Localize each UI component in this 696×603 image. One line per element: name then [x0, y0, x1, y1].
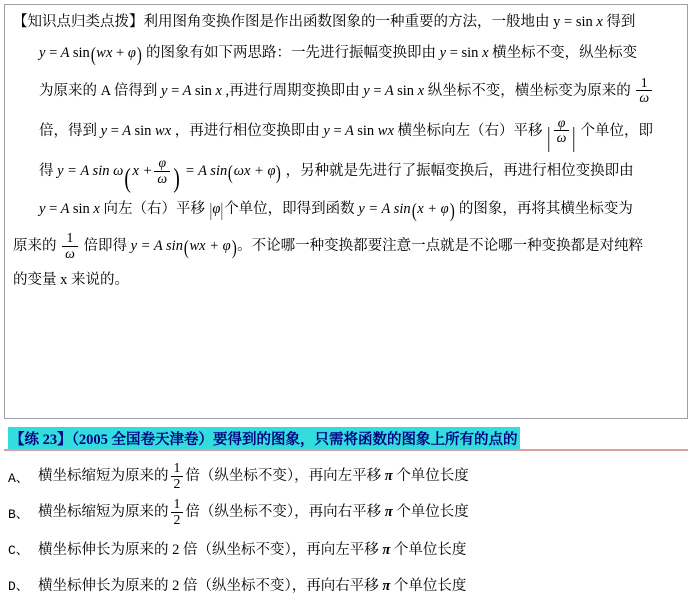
note-p5-eq-rhs: ωx + φ — [233, 163, 276, 180]
note-p7-fraction-numerator: 1 — [62, 231, 78, 246]
note-p6-text-a: 向左（右）平移 — [103, 200, 205, 217]
note-p2-equation-2: y = sin x — [439, 45, 489, 62]
note-p6-eq2-right: x + φ — [417, 200, 449, 217]
note-p6-equation-1: y = A sin x — [39, 200, 100, 217]
exercise-header — [4, 425, 688, 451]
abs2-bar-left-icon: | — [209, 199, 212, 221]
paren2-open-icon: ( — [228, 162, 233, 184]
abs-bar-right-icon: | — [572, 121, 576, 153]
knowledge-point-box — [4, 4, 688, 419]
note-p5-eq-lhs: y = A sin ω — [57, 163, 124, 180]
note-p4-text-d: 个单位，即 — [580, 122, 654, 139]
option-c-post: 个单位长度 — [393, 541, 467, 558]
note-p6-text-c: 的图象，再将其横坐标变为 — [458, 200, 633, 217]
note-p5-fraction-denominator: ω — [157, 170, 168, 186]
note-p7-equation — [130, 237, 238, 259]
note-p5-equation — [57, 155, 286, 193]
note-p4-text-b: ，再进行相位变换即由 — [174, 122, 320, 139]
note-p3-text-b: ,再进行周期变换即由 — [225, 82, 360, 99]
option-a-body — [38, 461, 688, 491]
paren4-close-icon: ) — [231, 237, 237, 259]
option-b-post: 个单位长度 — [396, 503, 469, 520]
option-a-mid: 倍（纵坐标不变），再向左平移 — [185, 467, 382, 484]
option-b-fraction-numerator: 1 — [171, 497, 184, 512]
option-b[interactable] — [4, 494, 688, 530]
note-p7-text-a: 原来的 — [13, 238, 57, 255]
abs2-bar-right-icon: | — [221, 199, 224, 221]
note-p2-equation-1: y = A sin(wx + φ) — [39, 44, 142, 66]
note-paragraph-6 — [13, 195, 679, 223]
note-p7-eq-left: y = A sin — [130, 238, 183, 255]
option-b-body — [38, 497, 688, 527]
note-p1-equation: y = sin x — [553, 14, 603, 30]
note-p5-eq-mid: = A sin — [184, 163, 228, 180]
option-d-symbol: π — [382, 577, 391, 594]
note-paragraph-5 — [13, 154, 679, 193]
option-b-fraction — [171, 497, 184, 527]
option-a[interactable] — [4, 458, 688, 494]
note-p3-text-a: 为原来的 A 倍得到 — [39, 82, 158, 99]
option-a-label: A、 — [8, 470, 29, 486]
note-p1-suffix: 得到 — [606, 14, 636, 30]
exercise-divider — [4, 449, 688, 451]
note-p3-text-c: 纵坐标不变，横坐标变为原来的 — [427, 82, 631, 99]
note-paragraph-4 — [13, 114, 679, 153]
note-p6-abs-value: φ — [212, 200, 221, 217]
paren2-close-icon: ) — [276, 162, 282, 184]
option-c-label: C、 — [8, 542, 29, 558]
note-paragraph-1 — [13, 11, 679, 33]
note-p1-prefix: 【知识点归类点拨】利用图角变换作图是作出函数图象的一种重要的方法，一般地由 — [13, 14, 550, 30]
note-p7-eq-right: wx + φ — [189, 238, 231, 255]
option-c-body — [38, 538, 688, 559]
option-a-pre: 横坐标缩短为原来的 — [38, 467, 169, 484]
option-d[interactable] — [4, 566, 688, 602]
note-p4-fraction-numerator: φ — [554, 116, 570, 131]
note-p6-text-b: 个单位，即得到函数 — [224, 200, 355, 217]
option-c-pre: 横坐标伸长为原来的 2 倍（纵坐标不变），再向左平移 — [38, 541, 379, 558]
note-p6-equation-2 — [358, 200, 455, 222]
option-a-fraction-denominator: 2 — [173, 475, 181, 491]
option-b-fraction-denominator: 2 — [173, 511, 181, 527]
option-d-post: 个单位长度 — [393, 577, 467, 594]
note-paragraph-3 — [13, 74, 679, 108]
option-d-label: D、 — [8, 578, 29, 594]
note-paragraph-7 — [13, 229, 679, 263]
note-p5-fraction-numerator: φ — [154, 156, 170, 171]
note-p4-text-c: 横坐标向左（右）平移 — [397, 122, 543, 139]
note-p4-text-a: 倍，得到 — [39, 122, 97, 139]
note-p3-fraction-numerator: 1 — [636, 76, 652, 91]
note-p2-text-a: 的图象有如下两思路：一先进行振幅变换即由 — [146, 45, 437, 62]
option-d-pre: 横坐标伸长为原来的 2 倍（纵坐标不变），再向右平移 — [38, 577, 379, 594]
option-c[interactable] — [4, 530, 688, 566]
note-p5-text-a: 得 — [39, 163, 54, 180]
option-a-fraction — [171, 461, 184, 491]
note-paragraph-8 — [13, 269, 679, 291]
note-p8-text: 的变量 x 来说的。 — [13, 272, 129, 289]
exercise-title: 【练 23】（2005 全国卷天津卷）要得到的图象，只需将函数的图象上所有的点的 — [8, 427, 520, 450]
option-b-symbol: π — [384, 503, 393, 520]
paren3-open-icon: ( — [411, 200, 417, 222]
note-p7-fraction — [62, 231, 78, 261]
note-p2-text-b: 横坐标不变，纵坐标变 — [492, 45, 638, 62]
option-a-fraction-numerator: 1 — [171, 461, 184, 476]
option-d-body — [38, 574, 688, 595]
note-p3-fraction — [636, 76, 652, 106]
option-a-post: 个单位长度 — [396, 467, 469, 484]
note-p7-text-b: 倍即得 — [83, 238, 127, 255]
option-a-symbol: π — [384, 467, 393, 484]
paren-open-icon: ( — [124, 161, 132, 193]
paren3-close-icon: ) — [449, 200, 455, 222]
note-p5-eq-x: x + — [132, 163, 153, 180]
note-p4-fraction-denominator: ω — [556, 130, 567, 146]
option-c-symbol: π — [382, 541, 391, 558]
option-b-label: B、 — [8, 506, 29, 522]
note-p4-equation-2: y = A sin wx — [323, 122, 394, 139]
note-p7-fraction-denominator: ω — [65, 245, 75, 261]
option-b-mid: 倍（纵坐标不变），再向右平移 — [185, 503, 382, 520]
note-p7-text-c: 。不论哪一种变换都要注意一点就是不论哪一种变换都是对纯粹 — [237, 238, 644, 255]
note-p3-fraction-denominator: ω — [639, 90, 650, 106]
abs-bar-left-icon: | — [547, 121, 551, 153]
note-p3-equation-1: y = A sin x — [161, 82, 222, 99]
paren-close-icon: ) — [173, 161, 180, 193]
note-p3-equation-2: y = A sin x — [363, 82, 425, 99]
note-p5-text-b: ，另种就是先进行了振幅变换后，再进行相位变换即由 — [285, 163, 634, 180]
note-p6-eq2-left: y = A sin — [358, 200, 411, 217]
note-paragraph-2 — [13, 39, 679, 67]
option-b-pre: 横坐标缩短为原来的 — [38, 503, 169, 520]
note-p4-equation-1: y = A sin wx — [100, 122, 172, 139]
note-p5-fraction — [154, 156, 170, 186]
note-p4-fraction — [554, 116, 570, 146]
options-list — [4, 458, 688, 602]
paren4-open-icon: ( — [183, 237, 189, 259]
